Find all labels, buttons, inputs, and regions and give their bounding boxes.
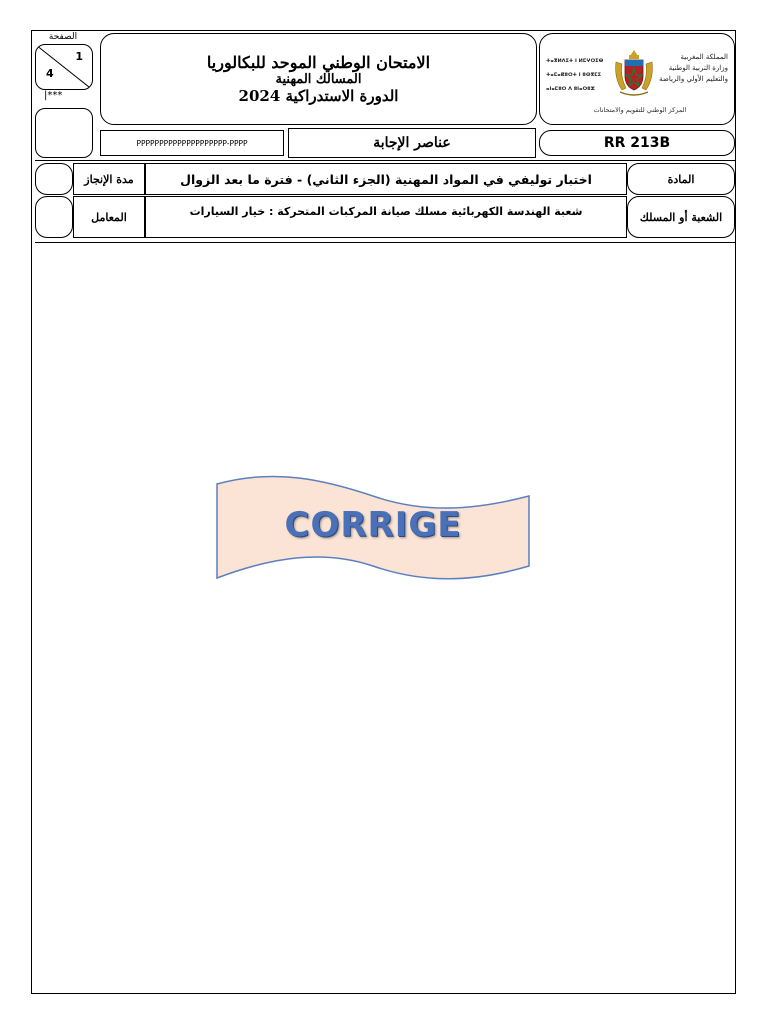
logo-center-name: المركز الوطني للتقويم والامتحانات <box>593 106 687 114</box>
stream-value: شعبة الهندسة الكهربائية مسلك صيانة المركبات المتحركة : خيار السيارات <box>189 205 583 218</box>
page-divider-line <box>36 45 93 90</box>
subject-value-cell <box>145 163 627 195</box>
ministry-logo-box <box>539 33 735 125</box>
exam-code-box <box>539 130 735 156</box>
logo-arabic-line: وزارة التربية الوطنية <box>668 64 728 72</box>
logo-arabic-text <box>658 52 728 85</box>
duration-label-cell <box>73 163 145 195</box>
page-number-box <box>35 44 93 90</box>
logo-tifinagh-line: ⵜⴰⴳⵍⴷⵉⵜ ⵏ ⵍⵎⵖⵔⵉⴱ <box>546 58 604 64</box>
exam-session: الدورة الاستدراكية 2024 <box>238 87 399 106</box>
subject-value: اختبار توليفي في المواد المهنية (الجزء الثاني) - فترة ما بعد الزوال <box>180 171 592 187</box>
exam-title-box <box>100 33 537 125</box>
corrige-text: CORRIGE <box>284 505 462 545</box>
coefficient-label: المعامل <box>91 210 127 224</box>
coefficient-label-cell <box>73 196 145 238</box>
page-total: 4 <box>46 67 54 80</box>
divider-top <box>35 160 735 161</box>
answer-elements-label: عناصر الإجابة <box>373 135 451 151</box>
reference-box <box>100 130 284 156</box>
divider-bottom <box>35 242 735 243</box>
page-marker: |*** <box>44 90 63 101</box>
reference-code: PPPPPPPPPPPPPPPPPPPP-PPPP <box>136 138 248 148</box>
stream-value-cell <box>145 196 627 238</box>
duration-value-cell <box>35 163 73 195</box>
logo-arabic-line: المملكة المغربية <box>680 53 728 61</box>
logo-arabic-line: والتعليم الأولي والرياضة <box>659 75 728 83</box>
blank-box <box>35 108 93 158</box>
page-label: الصفحة <box>48 32 78 42</box>
page-current: 1 <box>75 50 83 63</box>
answer-elements-box <box>288 128 536 158</box>
duration-label: مدة الإنجاز <box>84 172 134 186</box>
subject-label-cell <box>627 163 735 195</box>
exam-tracks: المسالك المهنية <box>275 71 362 87</box>
logo-tifinagh-text <box>546 54 606 96</box>
exam-code: RR 213B <box>603 135 671 151</box>
logo-tifinagh-line: ⵜⴰⵎⴰⴽⵓⵔⵜ ⵏ ⵓⵙⴳⵎⵉ <box>546 72 602 78</box>
subject-label: المادة <box>667 172 695 186</box>
moroccan-coat-of-arms-icon <box>612 48 656 98</box>
exam-title: الامتحان الوطني الموحد للبكالوريا <box>206 52 431 72</box>
stream-label-cell <box>627 196 735 238</box>
coefficient-value-cell <box>35 196 73 238</box>
logo-tifinagh-line: ⴰⵏⴰⵎⵓⵔ ⴷ ⵓⵏⴰⵔⵓⵣ <box>546 86 595 92</box>
stream-label: الشعبة أو المسلك <box>639 210 723 224</box>
